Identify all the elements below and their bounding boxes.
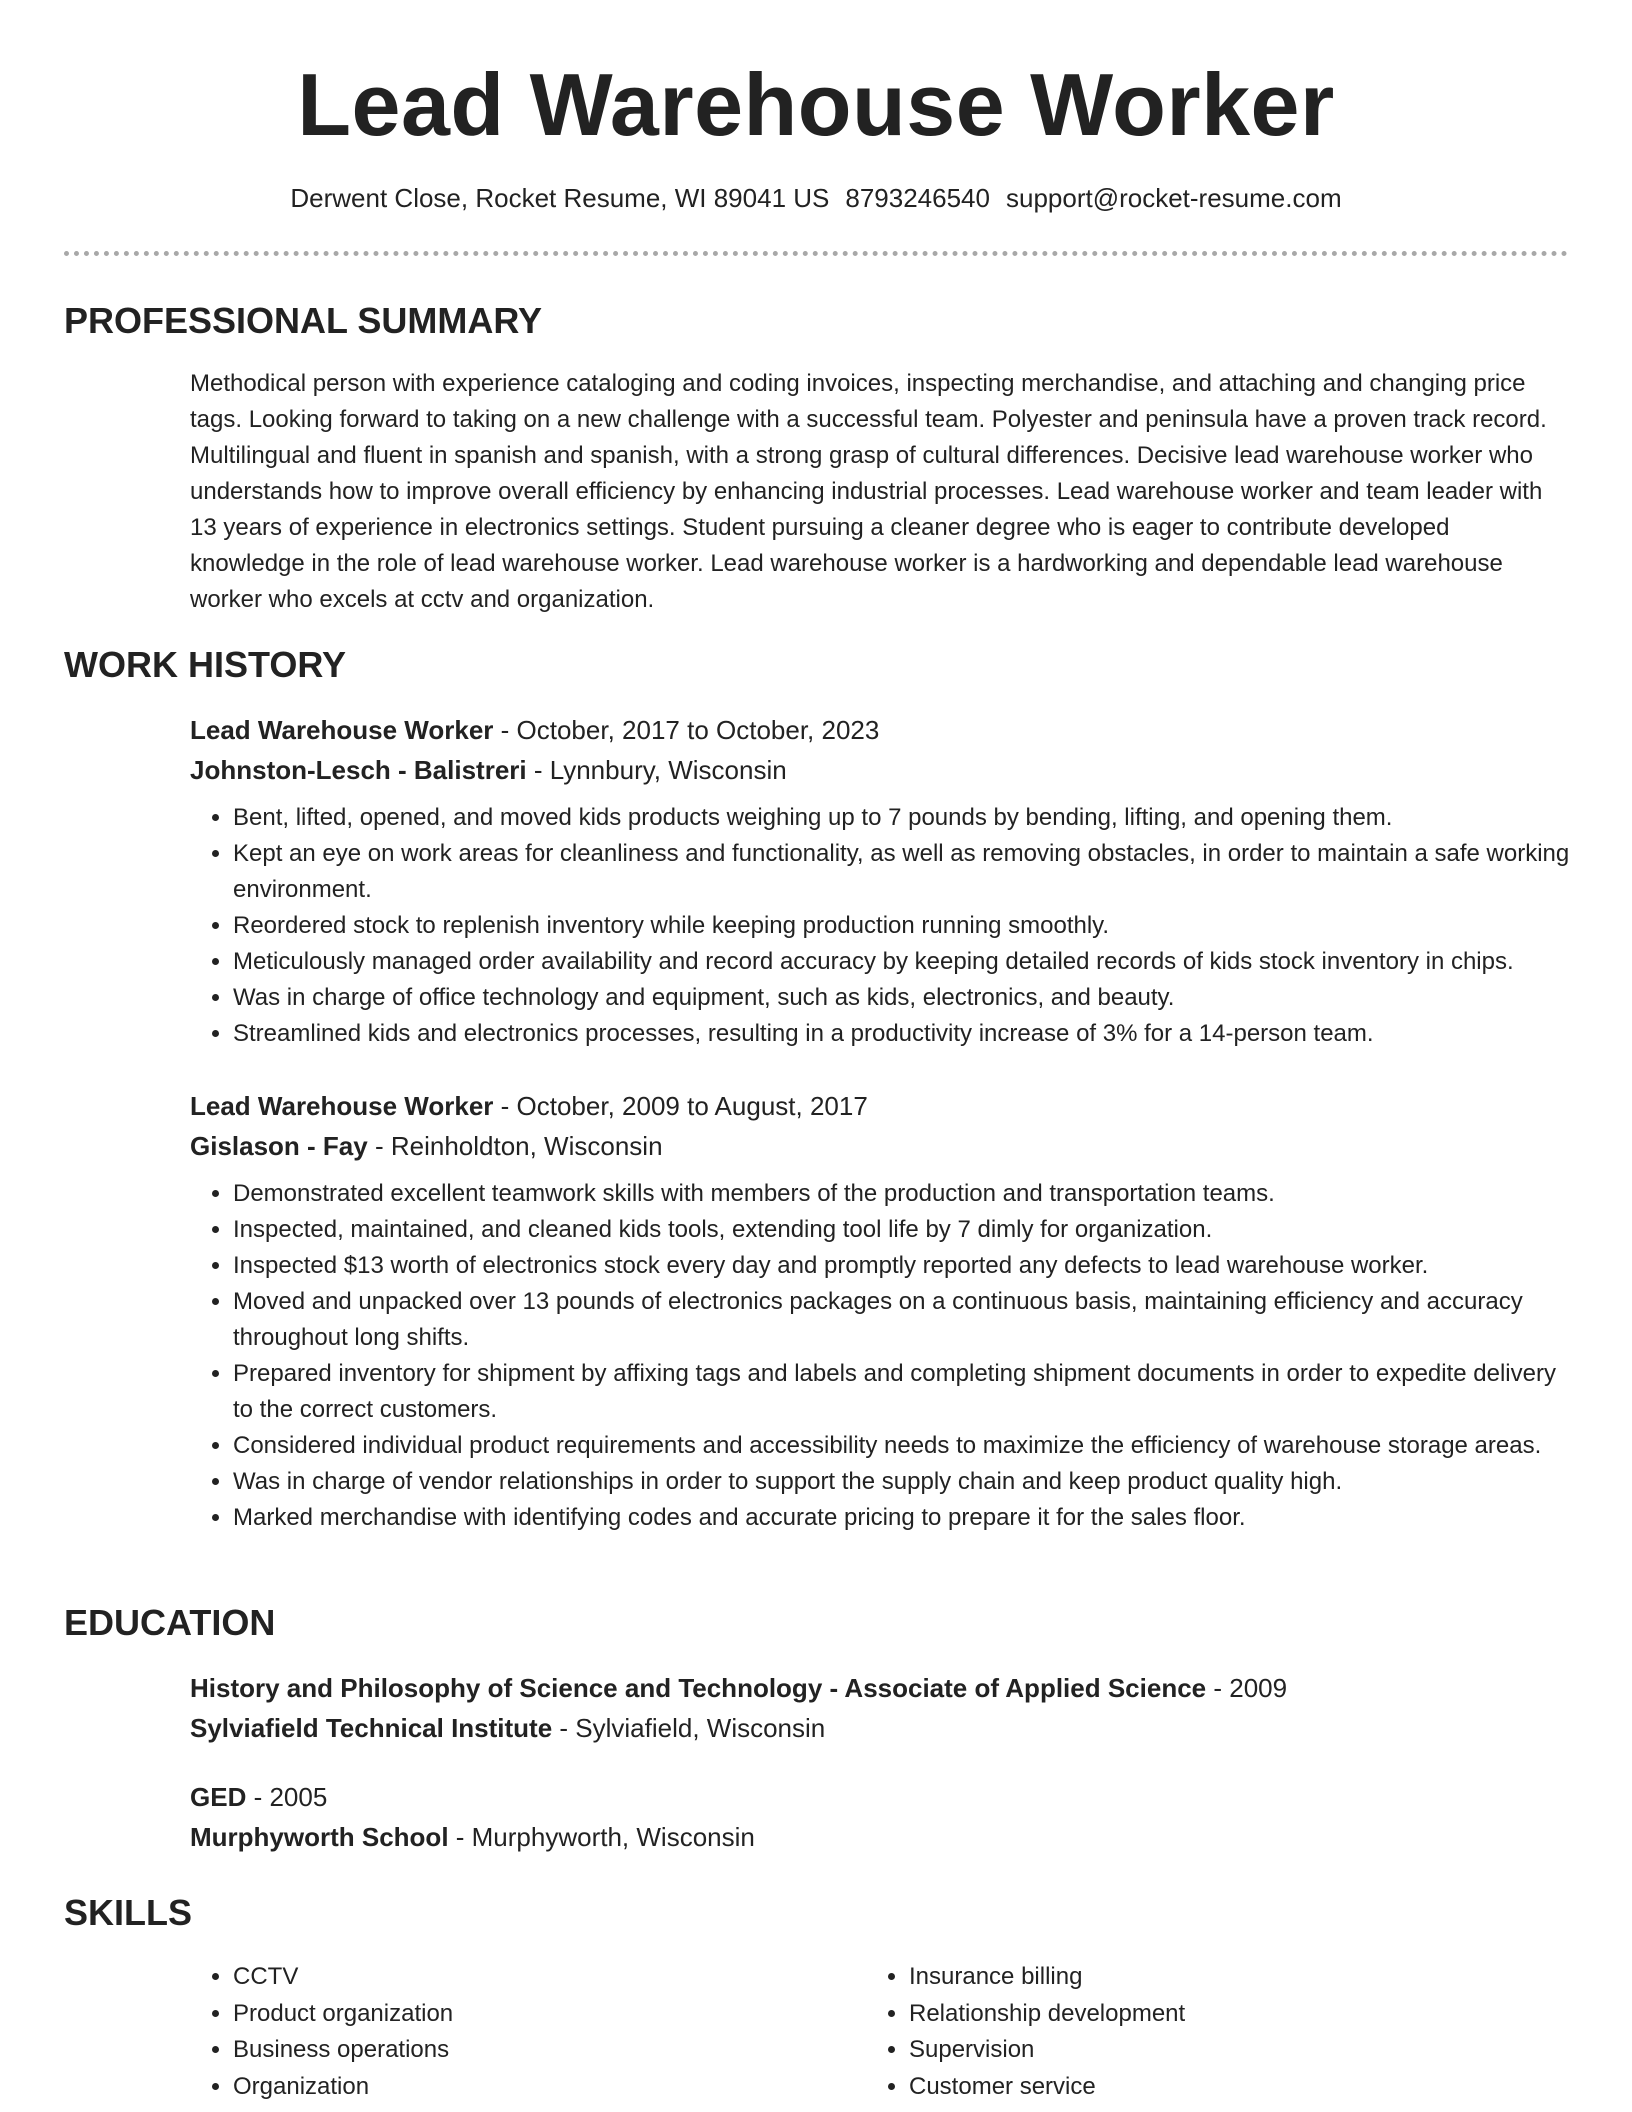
- edu-1-location: - Sylviafield, Wisconsin: [552, 1713, 826, 1743]
- resume-name-title: Lead Warehouse Worker: [297, 55, 1335, 154]
- job-1-role: Lead Warehouse Worker: [190, 715, 494, 745]
- job-2-company-line: [190, 1128, 663, 1164]
- list-item: • Marked merchandise with identifying codes and accurate pricing to prepare it for the sales floor.: [233, 1500, 1570, 1536]
- summary-text: Methodical person with experience cataloging and coding invoices, inspecting merchandise, and attaching and changing price tags. Looking forward to taking on a new challenge with a successful team. Polyester and peninsula have a proven track record. Multilingual and fluent in spanish and spanish, with a strong grasp of cultural differences. Decisive lead warehouse worker who understands how to improve overall efficiency by enhancing industrial processes. Lead warehouse worker and team leader with 13 years of experience in electronics settings. Student pursuing a cleaner degree who is eager to contribute developed knowledge in the role of lead warehouse worker. Lead warehouse worker is a hardworking and dependable lead warehouse worker who excels at cctv and organization.: [190, 370, 1547, 613]
- job-2-title-line: [190, 1088, 868, 1124]
- edu-1-year: - 2009: [1206, 1673, 1288, 1703]
- contact-phone: 8793246540: [845, 183, 990, 213]
- edu-2-school: Murphyworth School: [190, 1822, 449, 1852]
- edu-2-school-line: [190, 1819, 755, 1855]
- edu-1-school-line: [190, 1710, 825, 1746]
- job-2-dates: - October, 2009 to August, 2017: [493, 1091, 868, 1121]
- contact-address: Derwent Close, Rocket Resume, WI 89041 US: [290, 183, 830, 213]
- section-title-education: EDUCATION: [64, 1602, 276, 1643]
- contact-line: [0, 180, 1632, 216]
- job-1-location: - Lynnbury, Wisconsin: [526, 755, 787, 785]
- list-item: • Was in charge of office technology and equipment, such as kids, electronics, and beauty.: [233, 980, 1570, 1016]
- skill-item: • Relationship development: [909, 1996, 1529, 2033]
- skill-item: • Business operations: [233, 2032, 853, 2069]
- section-title-work-history: WORK HISTORY: [64, 644, 347, 685]
- contact-email: support@rocket-resume.com: [1005, 183, 1342, 213]
- list-item: • Demonstrated excellent teamwork skills with members of the production and transportation teams.: [233, 1176, 1570, 1212]
- skill-item: • Supervision: [909, 2032, 1529, 2069]
- list-item: • Prepared inventory for shipment by affixing tags and labels and completing shipment documents in order to expedite delivery to the correct customers.: [233, 1356, 1570, 1428]
- edu-1-degree-line: [190, 1670, 1287, 1706]
- job-2-bullets: [190, 1176, 1570, 1536]
- list-item: • Bent, lifted, opened, and moved kids products weighing up to 7 pounds by bending, lifting, and opening them.: [233, 800, 1570, 836]
- edu-2-degree: GED: [190, 1782, 247, 1812]
- skills-list-right: [866, 1959, 1529, 2105]
- header-divider: [64, 251, 1568, 256]
- job-1-bullets: [190, 800, 1570, 1052]
- list-item: • Was in charge of vendor relationships in order to support the supply chain and keep product quality high.: [233, 1464, 1570, 1500]
- job-2-location: - Reinholdton, Wisconsin: [367, 1131, 663, 1161]
- list-item: • Meticulously managed order availability and record accuracy by keeping detailed records of kids stock inventory in chips.: [233, 944, 1570, 980]
- skill-item: • Product organization: [233, 1996, 853, 2033]
- job-2-company: Gislason - Fay: [190, 1131, 368, 1161]
- edu-1-school: Sylviafield Technical Institute: [190, 1713, 553, 1743]
- skill-item: • Insurance billing: [909, 1959, 1529, 1996]
- skill-item: • CCTV: [233, 1959, 853, 1996]
- skills-list-left: [190, 1959, 853, 2105]
- section-title-skills: SKILLS: [64, 1892, 193, 1933]
- list-item: • Reordered stock to replenish inventory while keeping production running smoothly.: [233, 908, 1570, 944]
- job-1-dates: - October, 2017 to October, 2023: [493, 715, 880, 745]
- edu-2-location: - Murphyworth, Wisconsin: [448, 1822, 755, 1852]
- list-item: • Inspected $13 worth of electronics stock every day and promptly reported any defects to lead warehouse worker.: [233, 1248, 1570, 1284]
- list-item: • Inspected, maintained, and cleaned kids tools, extending tool life by 7 dimly for organization.: [233, 1212, 1570, 1248]
- edu-2-year: - 2005: [246, 1782, 328, 1812]
- edu-2-degree-line: [190, 1779, 327, 1815]
- list-item: • Kept an eye on work areas for cleanliness and functionality, as well as removing obstacles, in order to maintain a safe working environment.: [233, 836, 1570, 908]
- job-1-title-line: [190, 712, 879, 748]
- section-title-summary: PROFESSIONAL SUMMARY: [64, 300, 543, 341]
- skill-item: • Organization: [233, 2069, 853, 2106]
- skill-item: • Customer service: [909, 2069, 1529, 2106]
- list-item: • Moved and unpacked over 13 pounds of electronics packages on a continuous basis, maintaining efficiency and accuracy throughout long shifts.: [233, 1284, 1570, 1356]
- job-2-role: Lead Warehouse Worker: [190, 1091, 494, 1121]
- list-item: • Streamlined kids and electronics processes, resulting in a productivity increase of 3% for a 14-person team.: [233, 1016, 1570, 1052]
- job-1-company-line: [190, 752, 787, 788]
- list-item: • Considered individual product requirements and accessibility needs to maximize the efficiency of warehouse storage areas.: [233, 1428, 1570, 1464]
- job-1-company: Johnston-Lesch - Balistreri: [190, 755, 527, 785]
- edu-1-degree: History and Philosophy of Science and Technology - Associate of Applied Science: [190, 1673, 1207, 1703]
